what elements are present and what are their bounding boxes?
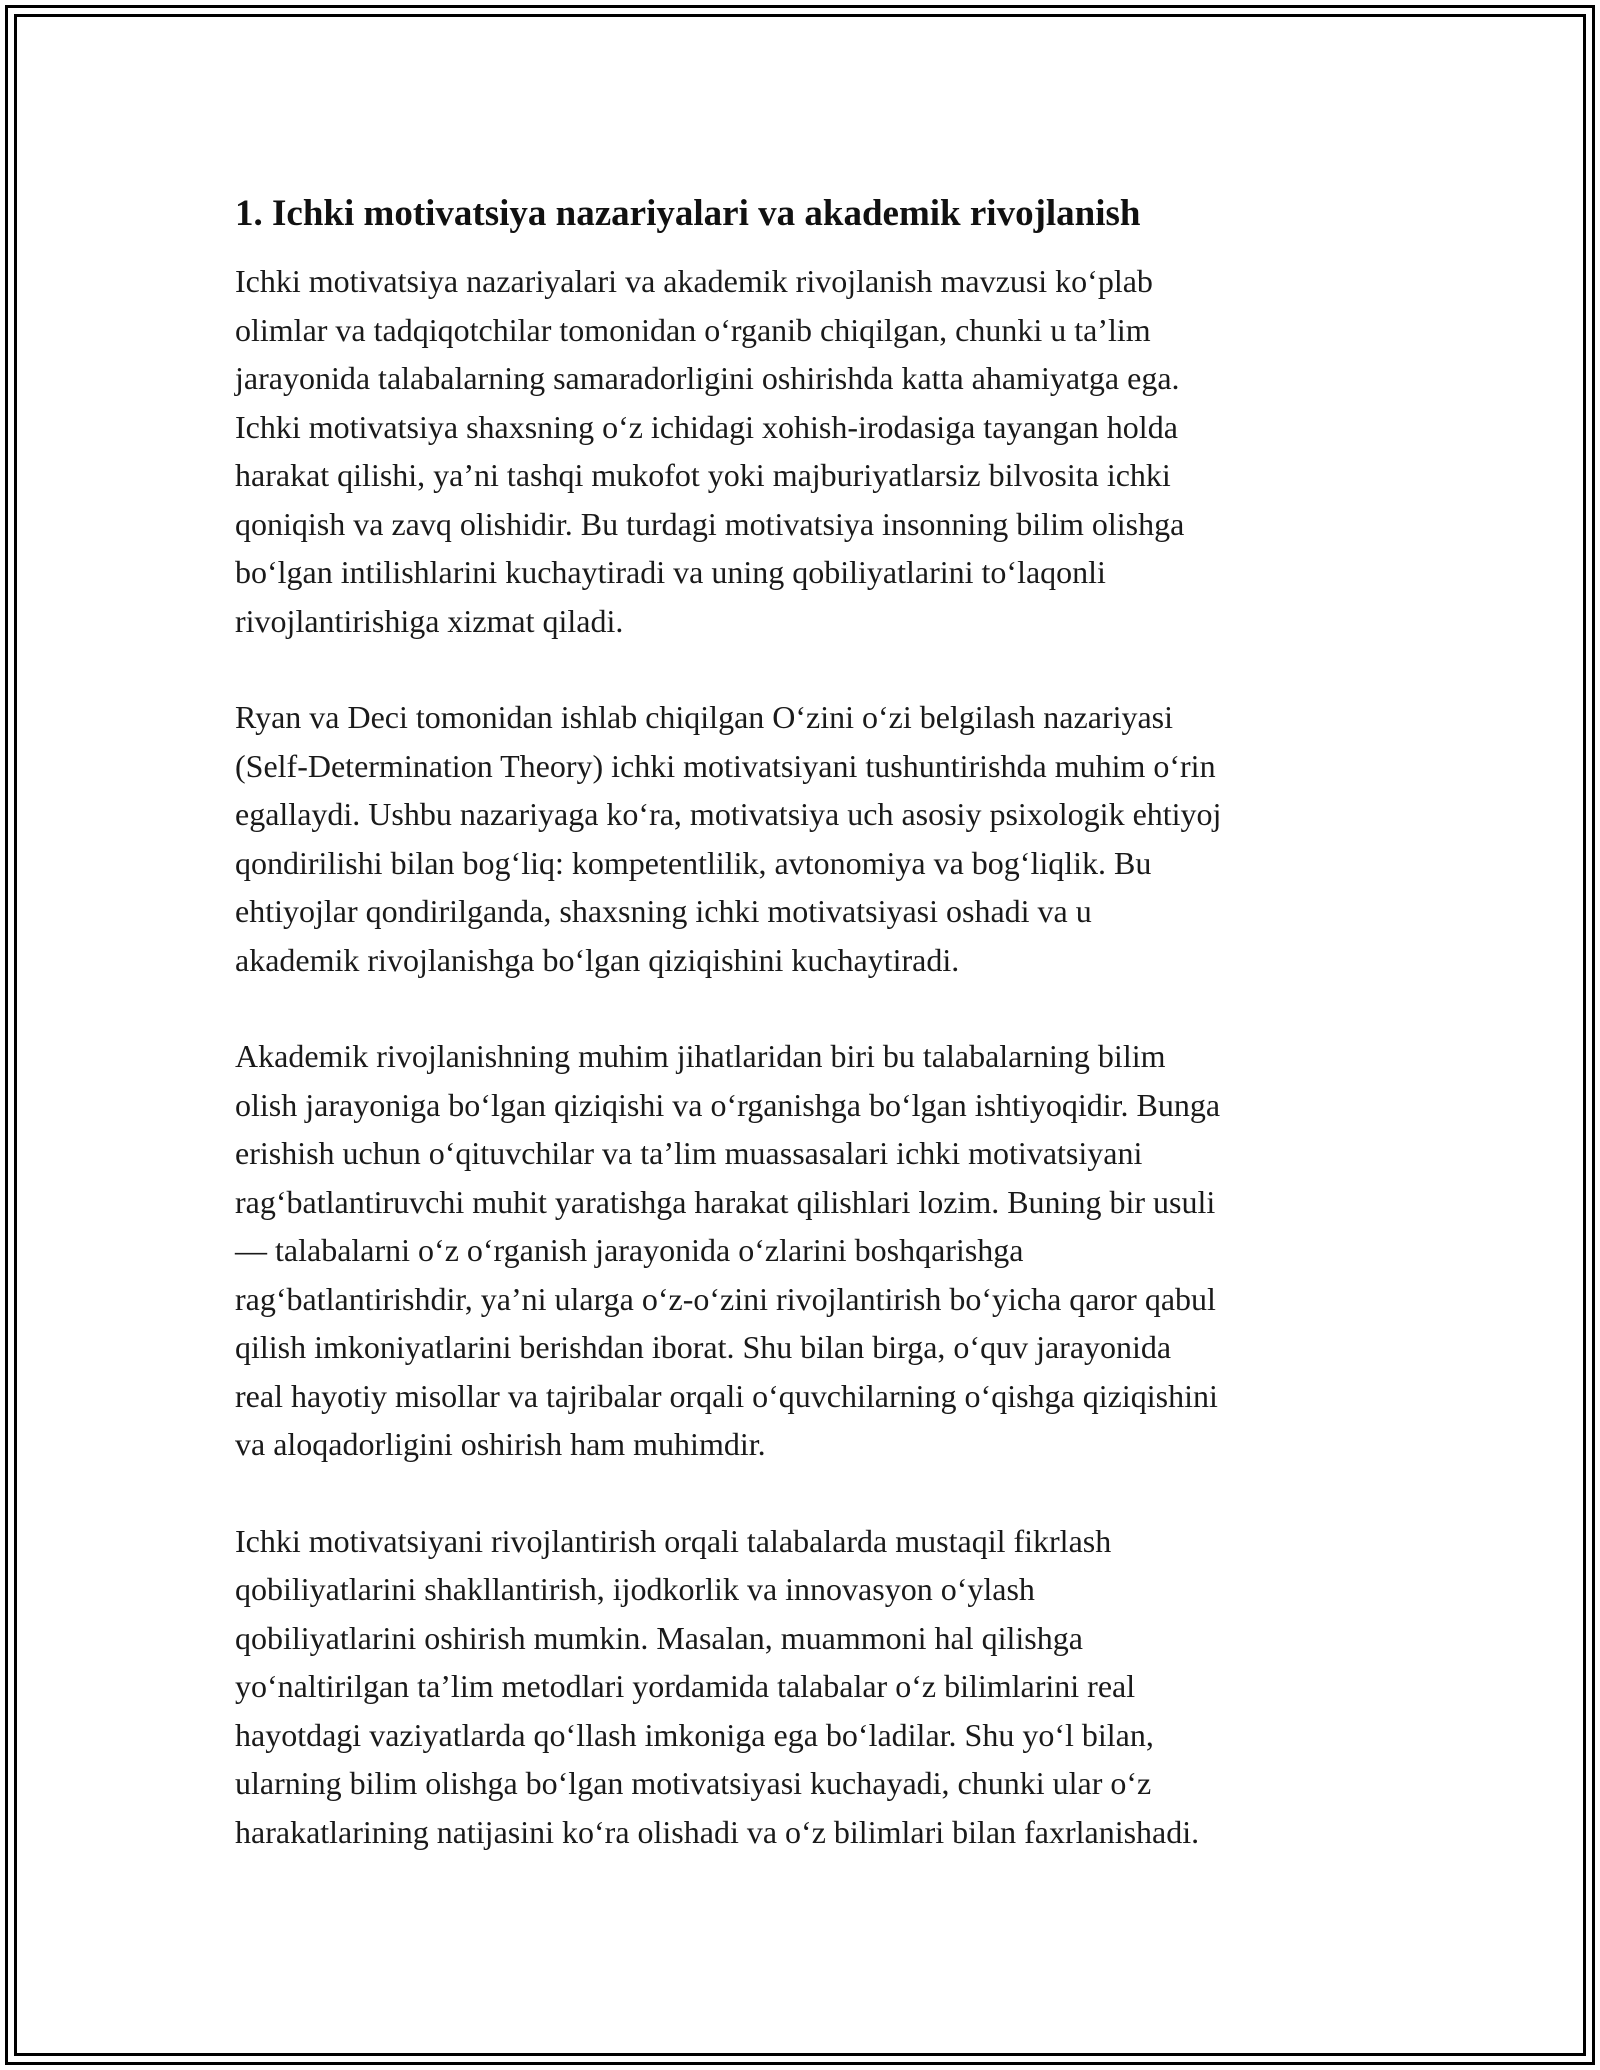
text-line: va aloqadorligini oshirish ham muhimdir. (235, 1426, 766, 1462)
text-line: — talabalarni oʻz oʻrganish jarayonida oʻzlarini boshqarishga (235, 1232, 1024, 1268)
text-line: jarayonida talabalarning samaradorligini oshirishda katta ahamiyatga ega. (235, 360, 1180, 396)
section-heading: 1. Ichki motivatsiya nazariyalari va akademik rivojlanish (235, 193, 1141, 234)
text-line: ehtiyojlar qondirilganda, shaxsning ichki motivatsiyasi oshadi va u (235, 893, 1092, 929)
text-line: ragʻbatlantiruvchi muhit yaratishga harakat qilishlari lozim. Buning bir usuli (235, 1183, 1216, 1220)
text-line: (Self-Determination Theory) ichki motivatsiyani tushuntirishda muhim oʻrin (235, 747, 1216, 784)
text-line: Ryan va Deci tomonidan ishlab chiqilgan Oʻzini oʻzi belgilash nazariyasi (235, 699, 1173, 735)
document-body (235, 185, 1375, 1904)
text-line: akademik rivojlanishga boʻlgan qiziqishini kuchaytiradi. (235, 941, 960, 978)
text-line: hayotdagi vaziyatlarda qoʻllash imkoniga ega boʻladilar. Shu yoʻl bilan, (235, 1716, 1154, 1753)
text-line: qondirilishi bilan bogʻliq: kompetentlilik, avtonomiya va bogʻliqlik. Bu (235, 844, 1152, 881)
text-line: egallaydi. Ushbu nazariyaga koʻra, motivatsiya uch asosiy psixologik ehtiyoj (235, 796, 1222, 832)
text-line: ragʻbatlantirishdir, yaʼni ularga oʻz-oʻzini rivojlantirish boʻyicha qaror qabul (235, 1280, 1216, 1317)
text-line: Ichki motivatsiyani rivojlantirish orqali talabalarda mustaqil fikrlash (235, 1522, 1112, 1559)
text-line: yoʻnaltirilgan taʼlim metodlari yordamida talabalar oʻz bilimlarini real (235, 1668, 1136, 1704)
text-line: qoniqish va zavq olishidir. Bu turdagi motivatsiya insonning bilim olishga (235, 505, 1185, 542)
text-line: olish jarayoniga boʻlgan qiziqishi va oʻrganishga boʻlgan ishtiyoqidir. Bunga (235, 1086, 1221, 1123)
paragraph-3 (235, 1032, 1375, 1469)
text-line: olimlar va tadqiqotchilar tomonidan oʻrganib chiqilgan, chunki u taʼlim (235, 311, 1151, 348)
text-line: Ichki motivatsiya nazariyalari va akademik rivojlanish mavzusi koʻplab (235, 263, 1153, 299)
text-line: Akademik rivojlanishning muhim jihatlaridan biri bu talabalarning bilim (235, 1038, 1166, 1074)
paragraph-2 (235, 693, 1375, 984)
text-line: harakat qilishi, yaʼni tashqi mukofot yoki majburiyatlarsiz bilvosita ichki (235, 457, 1171, 493)
text-line: Ichki motivatsiya shaxsning oʻz ichidagi xohish-irodasiga tayangan holda (235, 408, 1178, 445)
text-line: qobiliyatlarini shakllantirish, ijodkorlik va innovasyon oʻylash (235, 1571, 1035, 1607)
text-line: qilish imkoniyatlarini berishdan iborat. Shu bilan birga, oʻquv jarayonida (235, 1329, 1172, 1365)
text-line: rivojlantirishiga xizmat qiladi. (235, 602, 624, 639)
text-line: harakatlarining natijasini koʻra olishadi va oʻz bilimlari bilan faxrlanishadi. (235, 1813, 1200, 1850)
text-line: real hayotiy misollar va tajribalar orqali oʻquvchilarning oʻqishga qiziqishini (235, 1377, 1218, 1414)
text-line: erishish uchun oʻqituvchilar va taʼlim muassasalari ichki motivatsiyani (235, 1135, 1143, 1171)
text-line: boʻlgan intilishlarini kuchaytiradi va uning qobiliyatlarini toʻlaqonli (235, 554, 1106, 590)
text-line: qobiliyatlarini oshirish mumkin. Masalan, muammoni hal qilishga (235, 1619, 1083, 1656)
paragraph-4 (235, 1517, 1375, 1857)
text-line: ularning bilim olishga boʻlgan motivatsiyasi kuchayadi, chunki ular oʻz (235, 1765, 1152, 1801)
paragraph-1 (235, 257, 1375, 645)
